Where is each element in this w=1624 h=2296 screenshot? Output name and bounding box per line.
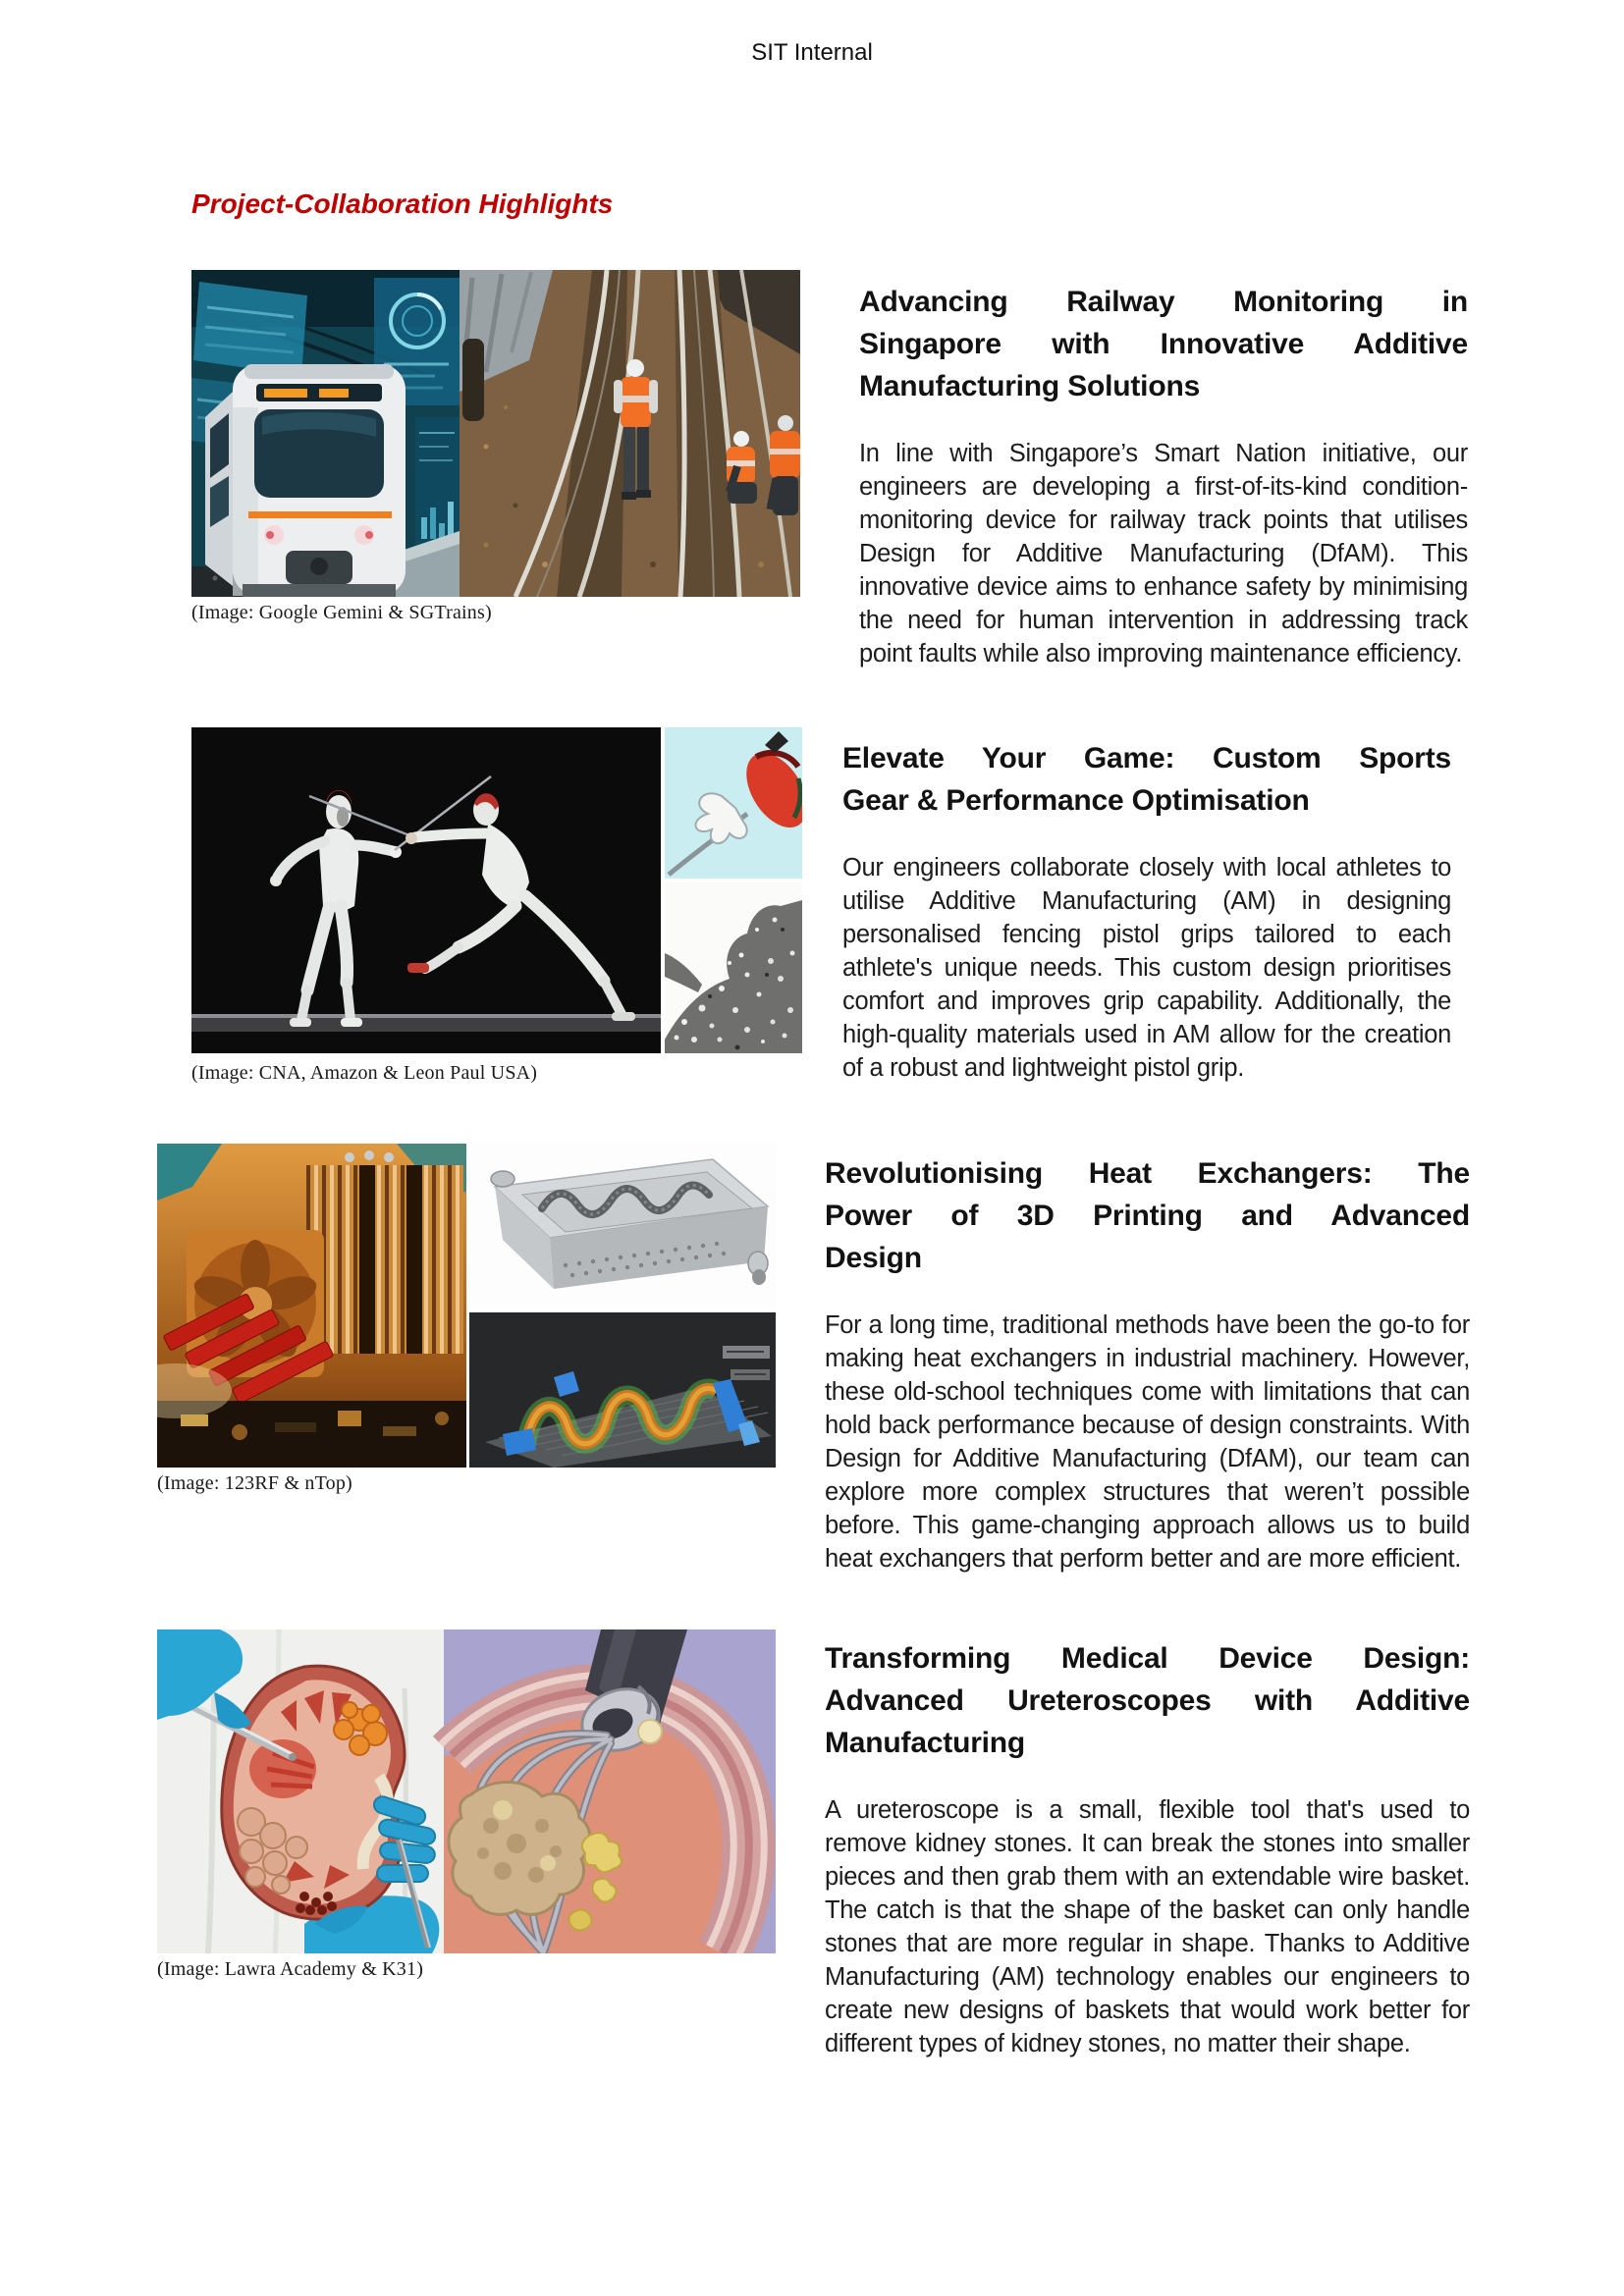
railway-figure-caption: (Image: Google Gemini & SGTrains) xyxy=(191,602,492,623)
heat-exchanger-figure-caption: (Image: 123RF & nTop) xyxy=(157,1472,352,1494)
heat-exchanger-body: For a long time, traditional methods have been the go-to for making heat exchangers in industrial machinery. However, these old-school techniques come with limitations that can hold back performance because of design constraints. With Design for Additive Manufacturing (DfAM), our team can explore more complex structures that weren’t possible before. This game-changing approach allows us to build heat exchangers that perform better and are more efficient. xyxy=(825,1311,1470,1573)
fencing-body: Our engineers collaborate closely with local athletes to utilise Additive Manufacturing (AM) in designing personalised fencing pistol grips tailored to each athlete's unique needs. This custom design prioritises comfort and improves grip capability. Additionally, the high-quality materials used in AM allow for the creation of a robust and lightweight pistol grip. xyxy=(842,854,1451,1082)
red-pistol-grip-photo xyxy=(665,727,802,879)
ureteroscope-figure-caption: (Image: Lawra Academy & K31) xyxy=(157,1958,424,1980)
ureteroscope-heading: Transforming Medical Device Design: Advanced Ureteroscopes with Additive Manufacturing xyxy=(825,1642,1470,1759)
fencing-section-text xyxy=(842,737,1451,1085)
train-illustration xyxy=(191,270,460,597)
heat-exchanger-heading: Revolutionising Heat Exchangers: The Power of 3D Printing and Advanced Design xyxy=(825,1157,1470,1274)
ureteroscope-section-text xyxy=(825,1637,1470,2060)
fencing-collage-image xyxy=(191,727,802,1057)
railway-collage-image xyxy=(191,270,800,597)
fencers-photo xyxy=(191,727,661,1053)
ureteroscope-illustration xyxy=(444,1629,776,1953)
fencing-figure-caption: (Image: CNA, Amazon & Leon Paul USA) xyxy=(191,1062,538,1084)
fencing-heading: Elevate Your Game: Custom Sports Gear & Performance Optimisation xyxy=(842,742,1451,817)
fencing-figure xyxy=(191,727,802,1085)
heat-exchanger-section-text xyxy=(825,1152,1470,1575)
ureteroscope-collage-image xyxy=(157,1629,776,1953)
railway-heading: Advancing Railway Monitoring in Singapore with Innovative Additive Manufacturing Solutions xyxy=(859,286,1468,402)
lattice-grip-photo xyxy=(665,882,802,1053)
printed-heat-exchanger-render xyxy=(469,1144,776,1308)
thermal-simulation-render xyxy=(469,1312,776,1468)
kidney-model-photo xyxy=(157,1629,444,1953)
heatsink-photo xyxy=(157,1144,466,1468)
railway-section-text xyxy=(859,281,1468,670)
heat-exchanger-figure xyxy=(157,1144,776,1495)
page-classification-header: SIT Internal xyxy=(751,39,873,66)
ureteroscope-body: A ureteroscope is a small, flexible tool that's used to remove kidney stones. It can break the stones into smaller pieces and then grab them with an extendable wire basket. The catch is that the shape of the basket can only handle stones that are more regular in shape. Thanks to Additive Manufacturing (AM) technology enables our engineers to create new designs of baskets that would work better for different types of kidney stones, no matter their shape. xyxy=(825,1796,1470,2057)
document-title: Project-Collaboration Highlights xyxy=(191,188,614,219)
track-workers-photo xyxy=(460,270,800,597)
railway-figure xyxy=(191,270,800,624)
ureteroscope-figure xyxy=(157,1629,776,1981)
heat-exchanger-collage-image xyxy=(157,1144,776,1468)
railway-body: In line with Singapore’s Smart Nation initiative, our engineers are developing a first-of-its-kind condition-monitoring device for railway track points that utilises Design for Additive Manufacturing (DfAM). This innovative device aims to enhance safety by minimising the need for human intervention in addressing track point faults while also improving maintenance efficiency. xyxy=(859,440,1468,667)
